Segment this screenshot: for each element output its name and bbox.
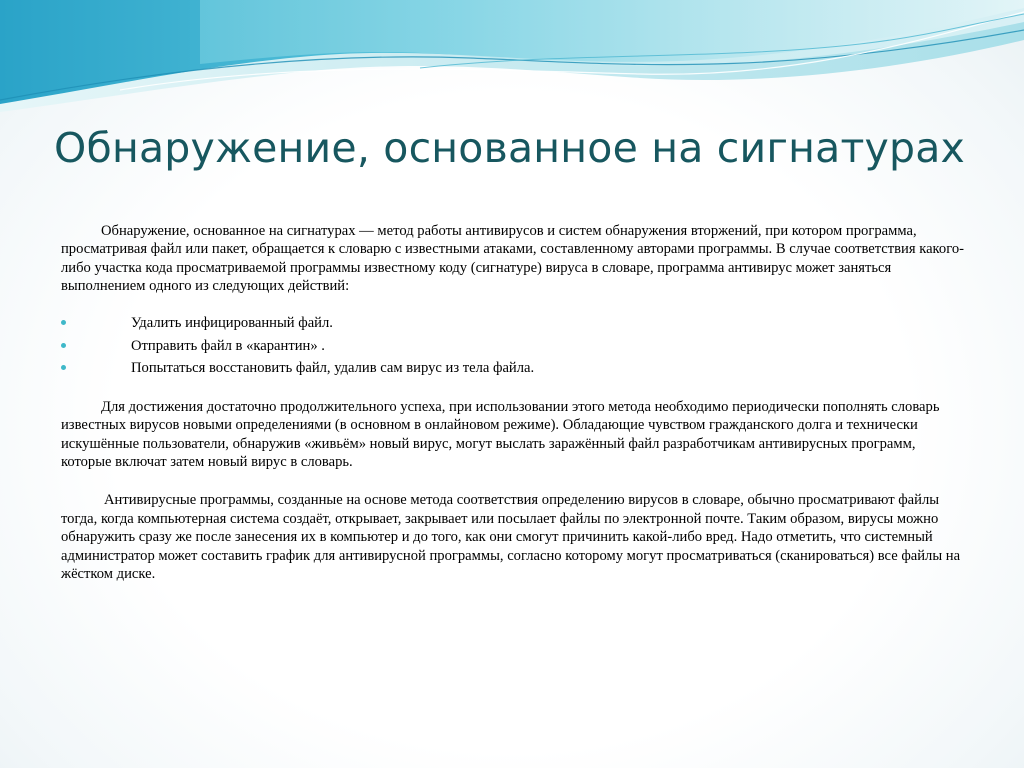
list-item [61, 314, 966, 332]
bullet-dot-icon [61, 320, 66, 325]
bullet-dot-icon [61, 343, 66, 348]
slide-body [61, 222, 966, 584]
paragraph-intro: Обнаружение, основанное на сигнатурах — метод работы антивирусов и систем обнаружения вторжений, при котором программа, просматривая файл или пакет, обращается к словарю с известными атаками, составленному авторами программы. В случае соответствия какого-либо участка кода просматриваемой программы известному коду (сигнатуре) вируса в словаре, программа антивирус может заняться выполнением одного из следующих действий: [61, 223, 964, 295]
paragraph-updates: Для достижения достаточно продолжительного успеха, при использовании этого метода необходимо периодически пополнять словарь известных вирусов новыми определениями (в основном в онлайновом режиме). Обладающие чувством гражданского долга и технически искушённые пользователи, обнаружив «живьём» новый вирус, могут выслать заражённый файл разработчикам антивирусных программ, которые включат затем новый вирус в словарь. [61, 398, 940, 471]
paragraph-scanning: Антивирусные программы, созданные на основе метода соответствия определению вирусов в словаре, обычно просматривают файлы тогда, когда компьютерная система создаёт, открывает, закрывает или посылает файлы по электронной почте. Таким образом, вирусы можно обнаружить сразу же после занесения их в компьютер и до того, как они смогут причинить какой-либо вред. Надо отметить, что системный администратор может составить график для антивирусной программы, согласно которому могут просматриваться (сканироваться) все файлы на жёстком диске. [61, 492, 961, 583]
list-item [61, 337, 966, 355]
list-item-text: Отправить файл в «карантин» . [131, 337, 325, 354]
header-wave-decoration [0, 0, 1024, 120]
list-item-text: Удалить инфицированный файл. [131, 314, 333, 331]
list-item [61, 359, 966, 377]
list-item-text: Попытаться восстановить файл, удалив сам вирус из тела файла. [131, 360, 535, 377]
actions-list [61, 314, 966, 378]
slide-title: Обнаружение, основанное на сигнатурах [54, 124, 966, 172]
bullet-dot-icon [61, 365, 66, 370]
